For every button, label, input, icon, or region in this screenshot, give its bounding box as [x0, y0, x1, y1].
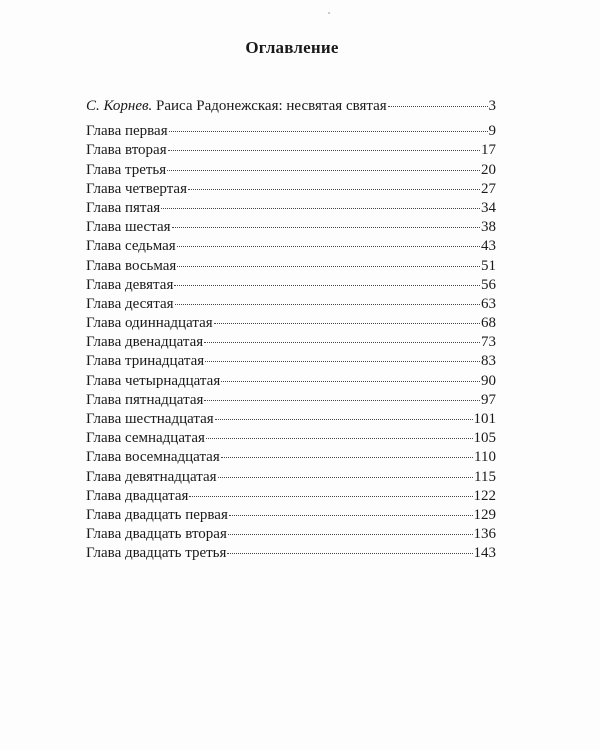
- toc-entry-page: 115: [474, 468, 496, 485]
- toc-entry-label: Глава шестнадцатая: [86, 411, 214, 427]
- toc-entry-chapter[interactable]: [86, 544, 496, 563]
- toc-entry-page: 9: [488, 123, 496, 140]
- dot-leader: [169, 131, 488, 132]
- toc-entry-page: 143: [473, 545, 496, 562]
- toc-entry-chapter[interactable]: [86, 487, 496, 506]
- dot-leader: [218, 477, 474, 478]
- dot-leader: [204, 400, 480, 401]
- toc-entry-label: Глава двенадцатая: [86, 334, 204, 351]
- toc-entry-label: Глава двадцать вторая: [86, 526, 227, 543]
- toc-entry-label: Глава четырнадцатая: [86, 372, 221, 389]
- toc-entry-chapter[interactable]: [86, 180, 496, 199]
- dot-leader: [229, 515, 473, 516]
- toc-entry-label: Глава четвертая: [86, 180, 187, 197]
- toc-entry-label: Глава седьмая: [86, 238, 176, 255]
- toc-entry-title: Раиса Радонежская: несвятая святая: [152, 98, 387, 114]
- dot-leader: [188, 189, 480, 190]
- toc-entry-label: Глава семнадцатая: [86, 430, 205, 447]
- scan-speck: [328, 12, 330, 14]
- toc-entry-preface[interactable]: [86, 97, 496, 116]
- toc-entry-page: 20: [481, 161, 496, 178]
- dot-leader: [168, 150, 480, 151]
- toc-entry-label: Глава двадцать третья: [86, 545, 227, 562]
- dot-leader: [388, 106, 488, 107]
- dot-leader: [206, 438, 473, 439]
- toc-entry-chapter[interactable]: [86, 448, 496, 467]
- toc-entry-label: Глава пятая: [86, 199, 161, 216]
- toc-entry-chapter[interactable]: [86, 218, 496, 237]
- toc-entry-chapter[interactable]: [86, 276, 496, 295]
- dot-leader: [189, 496, 472, 497]
- dot-leader: [221, 381, 480, 382]
- table-of-contents: [86, 97, 496, 564]
- toc-entry-page: 97: [481, 391, 496, 408]
- toc-entry-label: Глава вторая: [86, 142, 167, 159]
- toc-entry-page: 63: [481, 295, 496, 312]
- toc-entry-page: 73: [481, 334, 496, 351]
- toc-entry-chapter[interactable]: [86, 199, 496, 218]
- toc-entry-page: 129: [473, 506, 496, 523]
- dot-leader: [204, 342, 480, 343]
- dot-leader: [205, 361, 480, 362]
- toc-entry-label: Глава двадцать первая: [86, 506, 228, 523]
- toc-entry-label: Глава одиннадцатая: [86, 315, 213, 332]
- toc-entry-page: 101: [473, 411, 496, 427]
- toc-entry-page: 51: [481, 257, 496, 274]
- toc-entry-page: 68: [481, 315, 496, 332]
- toc-entry-page: 83: [481, 353, 496, 370]
- toc-entry-chapter[interactable]: [86, 468, 496, 487]
- toc-entry-page: 43: [481, 238, 496, 255]
- dot-leader: [167, 170, 480, 171]
- toc-entry-label: Глава девятая: [86, 276, 174, 293]
- dot-leader: [172, 227, 480, 228]
- toc-entry-label: Глава третья: [86, 161, 167, 178]
- toc-entry-label: Глава восемнадцатая: [86, 449, 220, 466]
- toc-entry-page: 34: [481, 199, 496, 216]
- toc-entry-label: Глава шестая: [86, 219, 171, 236]
- toc-entry-label: Глава двадцатая: [86, 487, 189, 504]
- toc-entry-chapter[interactable]: [86, 141, 496, 160]
- toc-entry-chapter[interactable]: [86, 391, 496, 410]
- toc-entry-chapter[interactable]: [86, 122, 496, 141]
- toc-entry-chapter[interactable]: [86, 506, 496, 525]
- toc-entry-page: 38: [481, 219, 496, 236]
- toc-entry-chapter[interactable]: [86, 161, 496, 180]
- dot-leader: [221, 457, 473, 458]
- toc-entry-chapter[interactable]: [86, 295, 496, 314]
- toc-entry-label: Глава девятнадцатая: [86, 468, 217, 485]
- dot-leader: [215, 419, 473, 420]
- toc-entry-chapter[interactable]: [86, 525, 496, 544]
- toc-entry-author: С. Корнев.: [86, 98, 153, 114]
- toc-entry-chapter[interactable]: [86, 333, 496, 352]
- dot-leader: [161, 208, 480, 209]
- toc-entry-chapter[interactable]: [86, 352, 496, 371]
- dot-leader: [228, 534, 473, 535]
- dot-leader: [177, 266, 480, 267]
- toc-entry-page: 136: [473, 526, 496, 543]
- toc-entry-label: Глава тринадцатая: [86, 353, 205, 370]
- toc-entry-label: Глава пятнадцатая: [86, 391, 204, 408]
- toc-entry-label: Глава первая: [86, 123, 168, 140]
- toc-entry-page: 56: [481, 276, 496, 293]
- toc-entry-page: 90: [481, 372, 496, 389]
- dot-leader: [177, 246, 480, 247]
- toc-entry-chapter[interactable]: [86, 314, 496, 333]
- dot-leader: [174, 285, 480, 286]
- toc-entry-chapter[interactable]: [86, 429, 496, 448]
- dot-leader: [175, 304, 481, 305]
- page-title: Оглавление: [245, 38, 339, 57]
- toc-entry-label: Глава восьмая: [86, 257, 177, 274]
- dot-leader: [227, 553, 472, 554]
- toc-entry-page: 27: [481, 180, 496, 197]
- toc-entry-chapter[interactable]: [86, 372, 496, 391]
- toc-entry-page: 105: [473, 430, 496, 447]
- chapter-list: [86, 122, 496, 563]
- toc-entry-chapter[interactable]: [86, 410, 496, 429]
- dot-leader: [214, 323, 480, 324]
- toc-entry-page: 3: [488, 98, 496, 114]
- toc-entry-label: [86, 97, 387, 116]
- toc-entry-page: 17: [481, 142, 496, 159]
- toc-entry-chapter[interactable]: [86, 257, 496, 276]
- toc-entry-page: 122: [473, 487, 496, 504]
- toc-entry-label: Глава десятая: [86, 295, 174, 312]
- toc-entry-chapter[interactable]: [86, 237, 496, 256]
- toc-entry-page: 110: [474, 449, 496, 466]
